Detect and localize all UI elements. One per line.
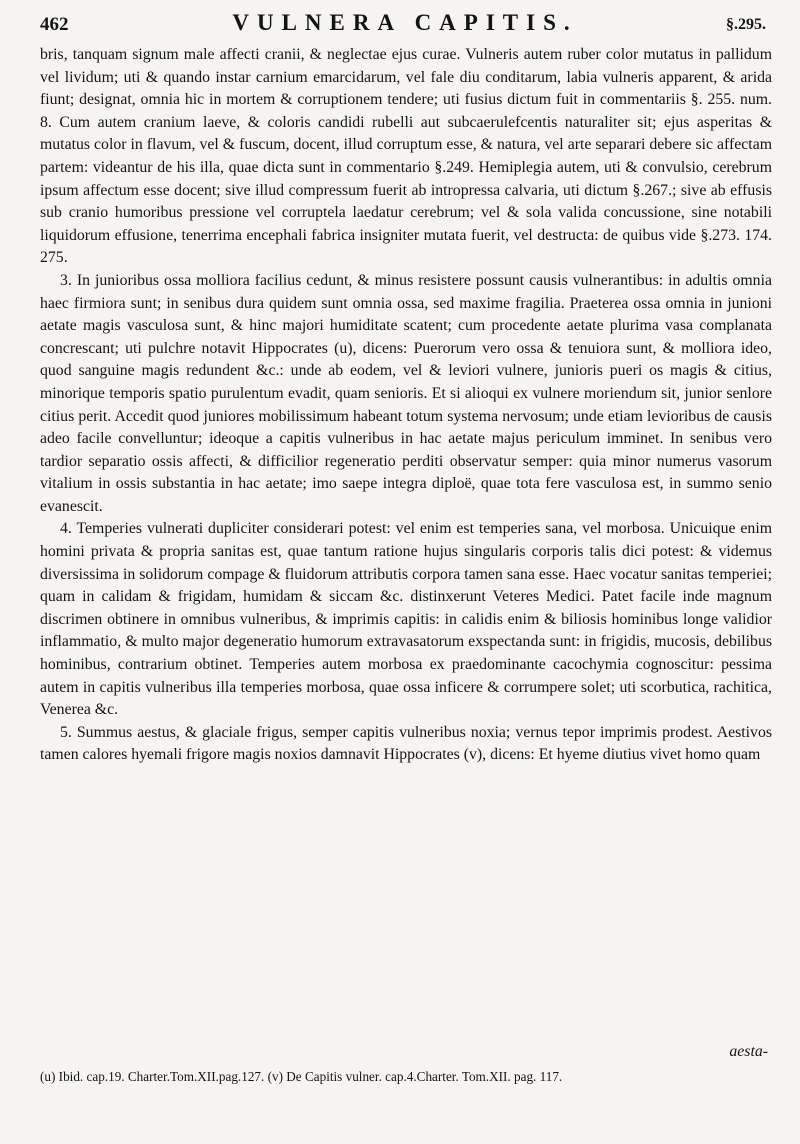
footnotes xyxy=(40,1068,772,1086)
paragraph-5: 5. Summus aestus, & glaciale frigus, semper capitis vulneribus noxia; vernus tepor imprimis prodest. Aestivos tamen calores hyemali frigore magis noxios damnavit Hippocrates (v), dicens: Et hyeme diutius vivet homo quam xyxy=(40,723,772,764)
paragraph-continuation: bris, tanquam signum male affecti cranii, & neglectae ejus curae. Vulneris autem ruber color mutatus in pallidum vel lividum; uti & quando instar carnium emarcidarum, vel fale diu conditarum, labia vulneris apparent, & arida fiunt; designat, omnia hic in mortem & corruptionem tendere; uti fusius dictum fuit in commentariis §. 255. num. 8. Cum autem cranium laeve, & coloris candidi rubelli aut subcaerulefcentis naturaliter sit; ejus asperitas & mutatus color in flavum, vel & fuscum, docent, illud corruptum esse, & natura, vel arte separari debere sic affectam partem: videantur de his illa, quae dicta sunt in commentario §.249. Hemiplegia autem, uti & convulsio, cerebrum ipsum affectum esse docent; sive illud compressum fuerit ab intropressa calvaria, uti dictum §.267.; sive ab effusis sub cranio humoribus pressione vel corruptela laedatur cerebrum; vel & sola valida concussione, sine notabili liquidorum effusione, tenerrima encephali fabrica insigniter mutata fuerit, vel destructa: de quibus vide §.273. 174. 275. xyxy=(40,46,772,267)
running-title: VULNERA CAPITIS. xyxy=(232,10,578,35)
footnote: (u) Ibid. cap.19. Charter.Tom.XII.pag.127. (v) De Capitis vulner. cap.4.Charter. Tom.XII. pag. 117. xyxy=(40,1069,563,1084)
running-head xyxy=(40,10,770,40)
catchword: aesta- xyxy=(729,1043,768,1060)
main-text xyxy=(40,44,772,767)
paragraph-4: 4. Temperies vulnerati dupliciter considerari potest: vel enim est temperies sana, vel morbosa. Unicuique enim homini privata & propria sanitas est, quae tantum ratione hujus singularis corporis talis dici potest: & videmus diversissima in solidorum compage & fluidorum attributis corpora tamen sana esse. Haec vocatur sanitas temperiei; quam in calidam & frigidam, humidam & siccam &c. distinxerunt Veteres Medici. Patet facile inde magnum discrimen obtinere in omnibus vulneribus, & imprimis capitis: in calidis enim & biliosis hominibus longe validior inflammatio, & multo major degeneratio humorum extravasatorum exspectanda sunt: in frigidis, mucosis, debilibus hominibus, contrarium obtinet. Temperies autem morbosa ex praedominante cacochymia cognoscitur: pessima autem in capitis vulneribus illa temperies morbosa, quae ossa inficere & corrumpere solet; uti scorbutica, rachitica, Venerea &c. xyxy=(40,520,772,719)
section-reference: §.295. xyxy=(726,16,766,33)
paragraph-3: 3. In junioribus ossa molliora facilius cedunt, & minus resistere possunt causis vulnerantibus: in adultis omnia haec firmiora sunt; in senibus dura quidem sunt omnia ossa, sed maxime fragilia. Praeterea ossa omnia in junioni aetate magis vasculosa sunt, & hinc majori humiditate scatent; cum procedente aetate plurima vasa complanata concrescant; uti pulchre notavit Hippocrates (u), dicens: Puerorum vero ossa & tenuiora sunt, & molliora ideo, quod sanguine magis redundent &c.: unde ab eodem, vel & leviori vulnere, junioris pueri os magis & citius, minorique temporis spatio purulentum evadit, quam senioris. Et si alioqui ex vulnere moriendum sit, junior senlore citius perit. Accedit quod juniores mobilissimum habeant totum systema nervosum; unde etiam levioribus de causis adeo facile convelluntur; ideoque a capitis vulneribus in hac aetate majus periculum imminet. In senibus vero tardior separatio ossis affecti, & difficilior regeneratio perditi observatur semper: quia minor numerus vasorum vitalium in ossis substantia in hac aetate; imo saepe integra diploë, quae tota fere vasculosa est, in summo senio evanescit. xyxy=(40,271,772,515)
page-number: 462 xyxy=(40,14,69,35)
